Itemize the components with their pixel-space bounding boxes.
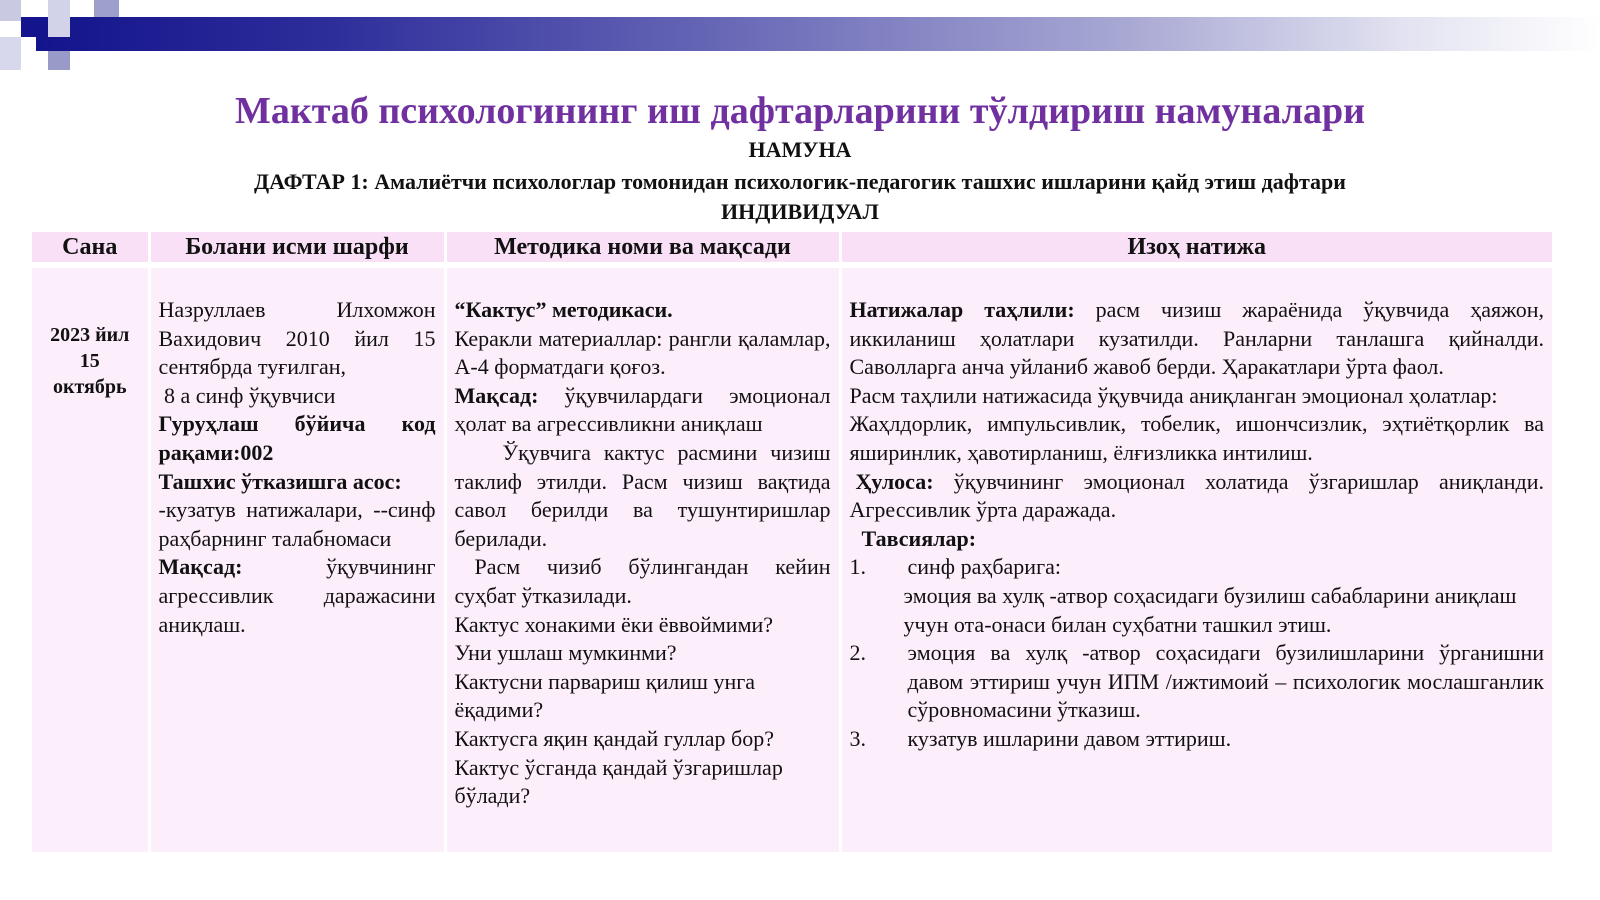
decor-square <box>70 0 94 17</box>
decor-square <box>0 0 21 21</box>
question-item: Кактус ўсганда қандай ўзгаришлар бўлади? <box>454 754 783 809</box>
recommendation-text: кузатув ишларини давом эттириш. <box>907 725 1232 751</box>
header-gradient-band <box>36 17 1600 51</box>
analysis-label: Натижалар таҳлили: <box>849 297 1075 322</box>
decor-square <box>94 0 119 17</box>
recommendation-text: синф раҳбарига: <box>907 554 1061 580</box>
method-after: Расм чизиб бўлингандан кейин суҳбат ўтказилади. <box>454 554 831 608</box>
decor-square <box>48 51 70 70</box>
table-header-row <box>32 232 1552 265</box>
question-item: Кактусни парвариш қилиш унга ёқадими? <box>454 668 756 723</box>
question-item: Кактус хонакими ёки ёввоймими? <box>454 611 774 637</box>
analysis <box>850 296 1545 382</box>
analysis-text: расм чизиш жараёнида ўқувчида ҳаяжон, иккиланиш ҳолатлари кузатилди. Ранларни танлашга қийналди. Саволларга анча уйланиб жавоб берди. Ҳаракатлари ўрта фаол. <box>849 297 1544 380</box>
diagnostic-record-table <box>32 232 1552 852</box>
child-cell <box>149 265 445 852</box>
method-goal-text: ўқувчилардаги эмоционал ҳолат ва агрессивликни аниқлаш <box>454 382 831 437</box>
method-name: “Кактус” методикаси. <box>454 297 673 322</box>
recommendation-item <box>850 553 1545 582</box>
method-goal <box>455 382 831 439</box>
method-materials: Керакли материаллар: рангли қаламлар, А-4 форматдаги қоғоз. <box>454 325 831 380</box>
date-year: 2023 йил <box>50 324 130 346</box>
recommendations-label: Тавсиялар: <box>861 525 977 551</box>
header-result: Изоҳ натижа <box>840 232 1552 265</box>
recommendation-number: 3. <box>849 725 866 751</box>
child-goal <box>159 553 436 639</box>
emotional-states: Расм таҳлили натижасида ўқувчида аниқланган эмоционал ҳолатлар: <box>849 382 1498 408</box>
type-label: ИНДИВИДУАЛ <box>721 199 879 224</box>
decor-square <box>0 37 21 70</box>
recommendation-item <box>850 725 1545 754</box>
child-grade: 8 а синф ўқувчиси <box>158 382 336 408</box>
child-goal-text: ўқувчининг агрессивлик даражасини аниқлаш. <box>158 554 436 637</box>
recommendation-number: 1. <box>849 554 866 580</box>
decor-square <box>21 17 48 37</box>
conclusion-text: ўқувчининг эмоционал холатида ўзгаришлар аниқланди. Агрессивлик ўрта даражада. <box>849 468 1544 523</box>
method-goal-label: Мақсад: <box>454 382 539 408</box>
result-cell <box>840 265 1552 852</box>
date-cell <box>32 265 149 852</box>
conclusion-label: Ҳулоса: <box>855 468 934 494</box>
method-cell <box>445 265 840 852</box>
recommendation-text: эмоция ва хулқ -атвор соҳасидаги бузилишларини ўрганишни давом эттириш учун ИПМ /ижтимоий – психологик мослашганлик сўровномасини ўтказиш. <box>907 640 1544 723</box>
date-month: октябрь <box>52 376 127 398</box>
table-row <box>32 265 1552 852</box>
date-day: 15 <box>79 350 100 372</box>
conclusion <box>850 468 1545 525</box>
method-instruction: Ўқувчига кактус расмини чизиш таклиф этилди. Расм чизиш вақтида савол берилди ва тушунтиришлар берилади. <box>454 439 831 551</box>
page-title: Мактаб психологининг иш дафтарларини тўлдириш намуналари <box>234 90 1366 132</box>
recommendation-number: 2. <box>849 640 866 666</box>
header-method: Методика номи ва мақсади <box>445 232 840 265</box>
group-code: Гуруҳлаш бўйича код рақами:002 <box>158 411 436 465</box>
traits: Жаҳлдорлик, импульсивлик, тобелик, ишончсизлик, эҳтиётқорлик ва яширинлик, ҳавотирланиш, ёлғизликка интилиш. <box>849 411 1544 465</box>
sample-label: НАМУНА <box>748 137 852 162</box>
basis-text: -кузатув натижалари, --синф раҳбарнинг талабномаси <box>158 497 436 551</box>
header-date: Сана <box>32 232 149 265</box>
question-item: Уни ушлаш мумкинми? <box>454 640 677 666</box>
question-item: Кактусга яқин қандай гуллар бор? <box>454 725 774 751</box>
basis-label: Ташхис ўтказишга асос: <box>158 468 402 494</box>
recommendation-subtext: эмоция ва хулқ -атвор соҳасидаги бузилиш сабабларини аниқлаш учун ота-онаси билан суҳбатни ташкил этиш. <box>903 582 1517 637</box>
decor-square <box>48 0 70 37</box>
child-goal-label: Мақсад: <box>158 554 243 580</box>
notebook-heading: ДАФТАР 1: Амалиётчи психологлар томонидан психологик-педагогик ташхис ишларини қайд этиш дафтари <box>254 169 1346 194</box>
child-name: Назруллаев Илхомжон Вахидович 2010 йил 15 сентябрда туғилган, <box>158 297 436 380</box>
header-child-name: Болани исми шарфи <box>149 232 445 265</box>
recommendation-item <box>850 639 1545 725</box>
